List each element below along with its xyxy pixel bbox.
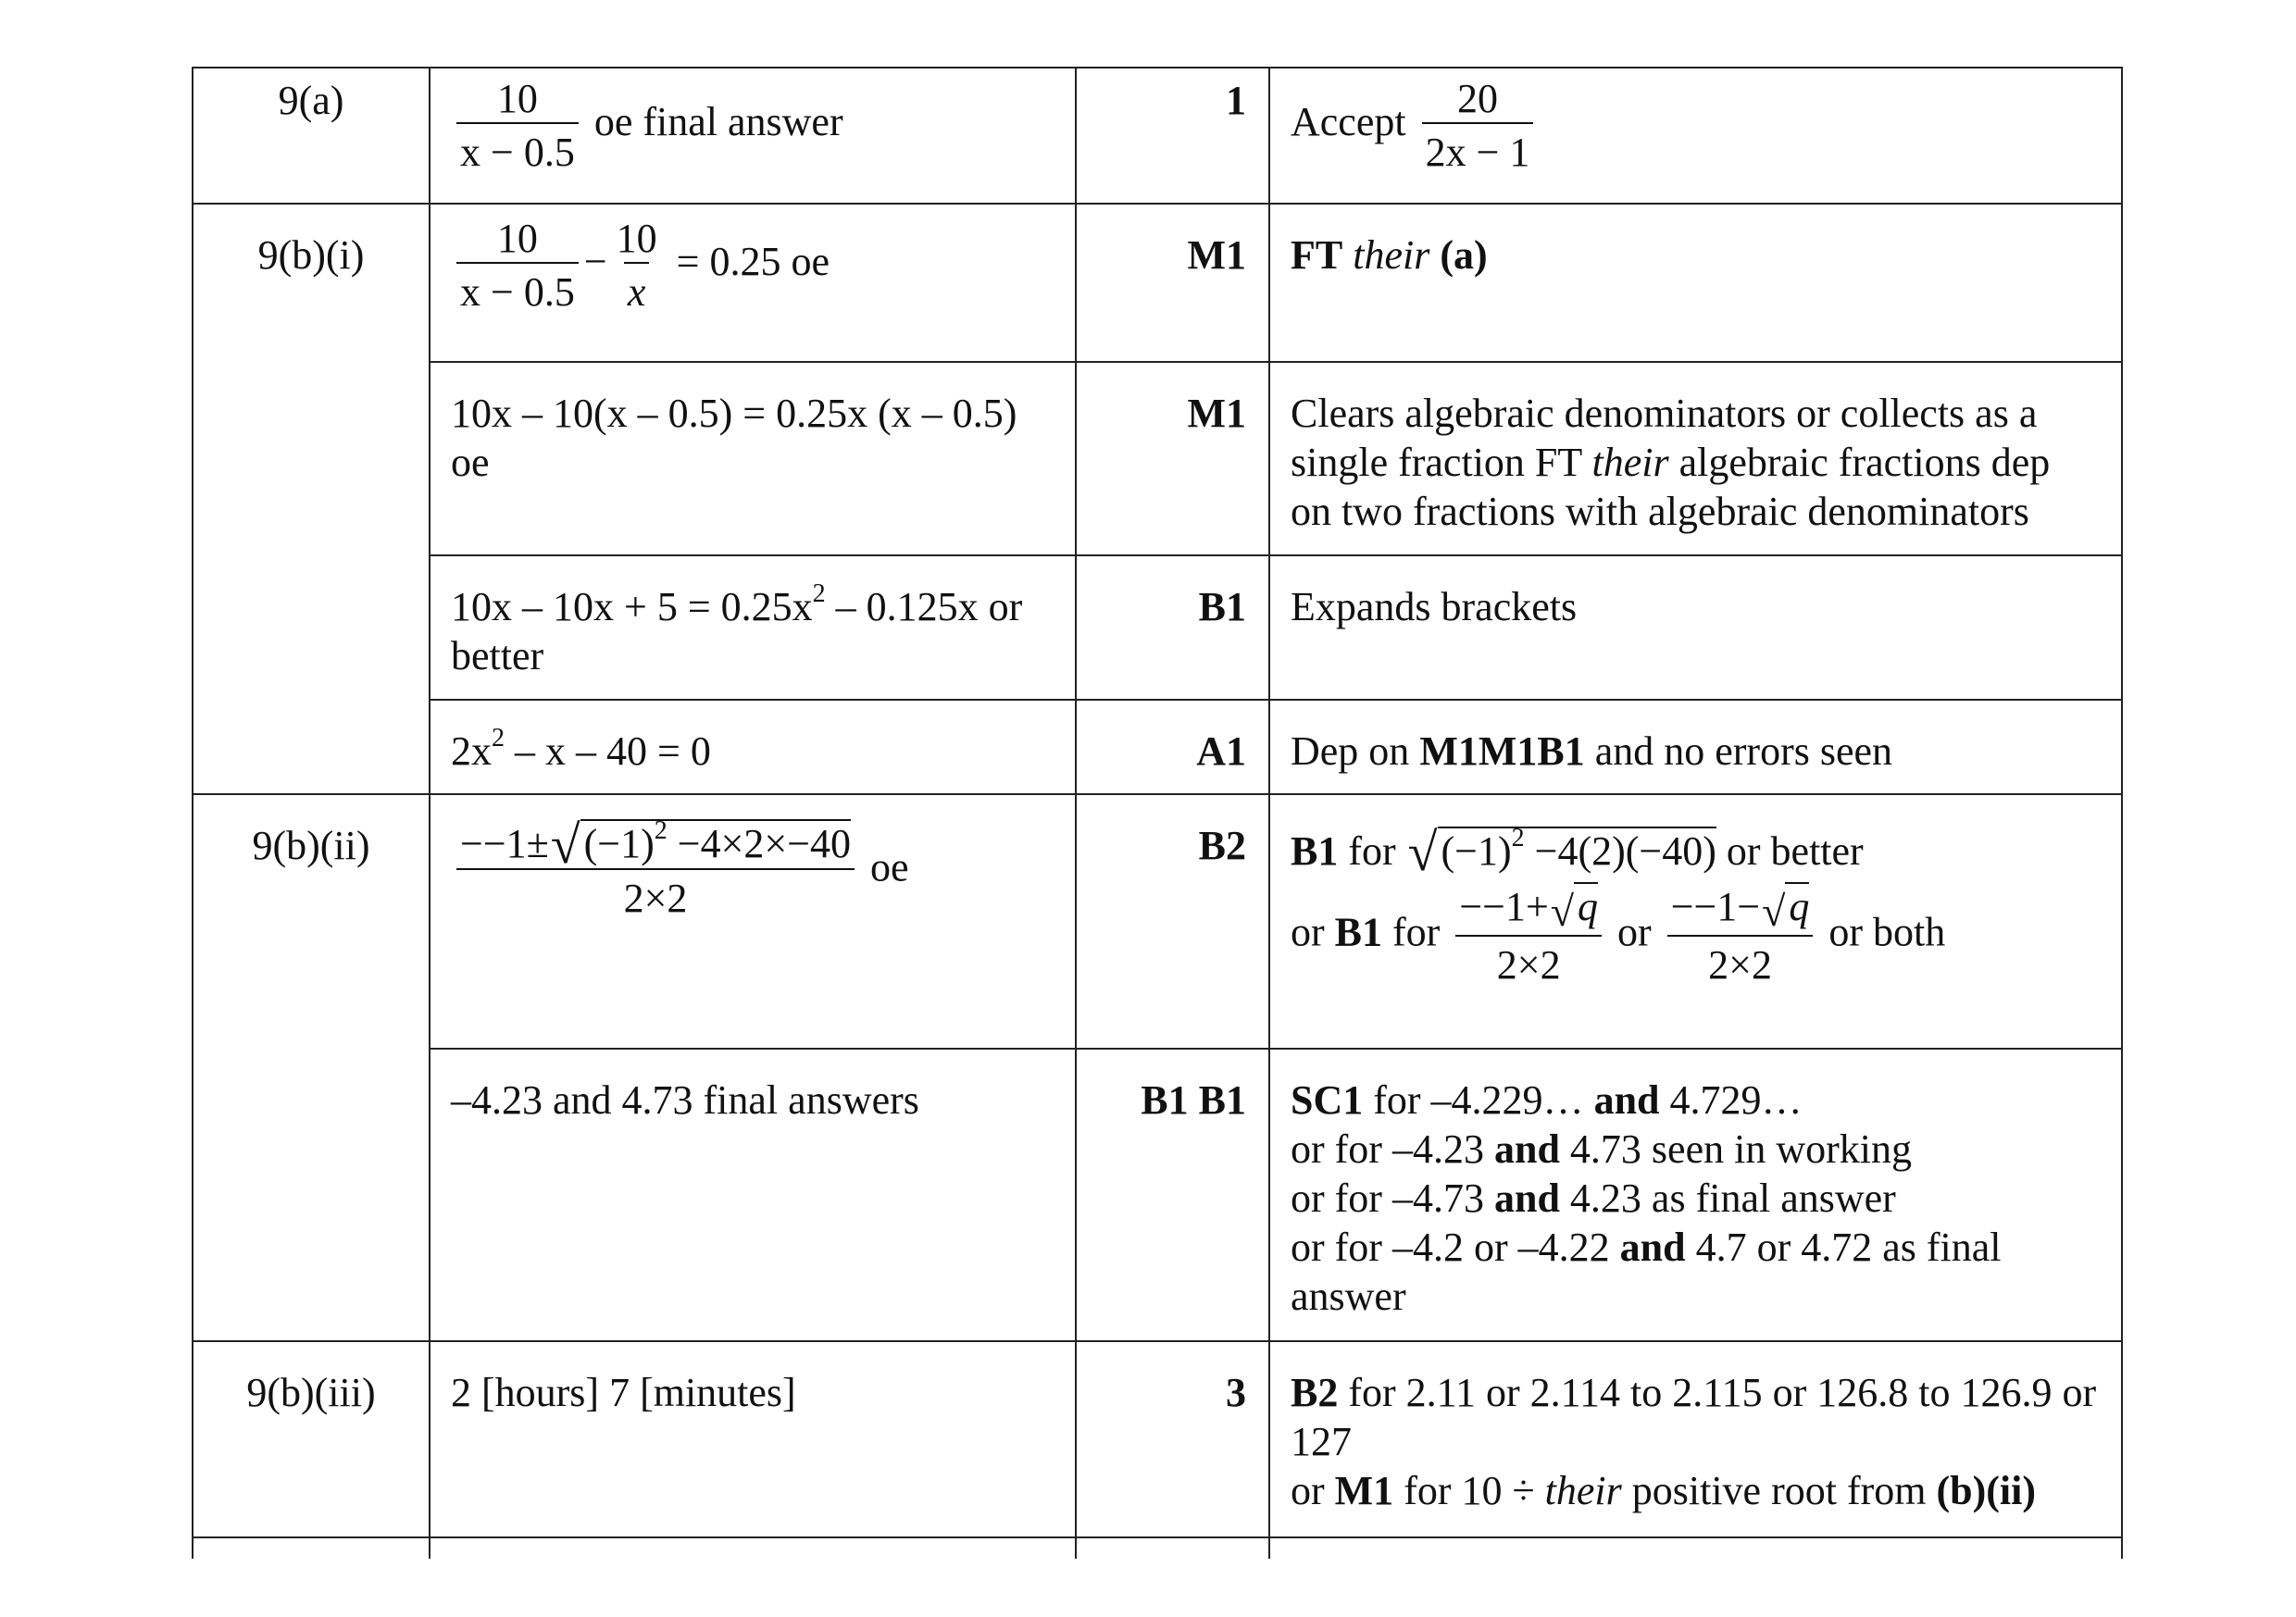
fraction-denominator: 2x − 1	[1422, 122, 1534, 176]
guidance-and: and	[1493, 1175, 1560, 1221]
guidance-ref: (b)(ii)	[1936, 1468, 2037, 1513]
answer-text: 10x – 10x + 5 = 0.25x	[451, 584, 813, 629]
guidance-cell	[1269, 794, 2122, 1049]
minus-sign: −	[583, 239, 607, 285]
answer-cell: –4.23 and 4.73 final answers	[430, 1049, 1076, 1341]
guidance-mark: B2	[1291, 1370, 1339, 1415]
radical-sign: √	[1762, 888, 1786, 935]
guidance-text: or both	[1828, 909, 1946, 955]
answer-cell: 10x – 10(x – 0.5) = 0.25x (x – 0.5) oe	[430, 362, 1076, 555]
empty-cell	[430, 1537, 1076, 1559]
fraction-denominator: 2×2	[1667, 935, 1814, 989]
guidance-their: their	[1544, 1468, 1622, 1513]
fraction	[456, 815, 855, 922]
guidance-text: for	[1392, 909, 1441, 955]
marks-cell: 3	[1076, 1341, 1269, 1537]
fraction	[1667, 884, 1814, 989]
table-row	[193, 1341, 2122, 1537]
guidance-their: their	[1353, 232, 1430, 278]
empty-cell	[1076, 1537, 1269, 1559]
guidance-cell	[1269, 700, 2122, 794]
guidance-cell	[1269, 68, 2122, 204]
empty-cell	[1269, 1537, 2122, 1559]
marks-cell: 1	[1076, 68, 1269, 204]
table-row	[193, 700, 2122, 794]
radicand: q	[1574, 882, 1598, 929]
answer-suffix: = 0.25 oe	[676, 239, 830, 285]
guidance-text: 4.7 or 4.72 as final answer	[1291, 1225, 2002, 1319]
fraction	[1422, 76, 1534, 176]
fraction-denominator: x − 0.5	[456, 262, 579, 316]
fraction-numerator: 10	[616, 216, 657, 261]
radicand-text: (−1)	[1441, 828, 1512, 874]
guidance-ft: FT	[1291, 232, 1343, 278]
guidance-text: algebraic fractions dep on two fractions with algebraic denominators	[1291, 440, 2051, 534]
guidance-text: or for –4.2 or –4.22	[1291, 1225, 1610, 1270]
guidance-text: or	[1291, 1468, 1325, 1513]
marks-cell: M1	[1076, 362, 1269, 555]
fraction	[613, 216, 661, 316]
question-number: 9(b)(iii)	[193, 1341, 430, 1537]
numerator-text: −−1+	[1459, 884, 1549, 929]
guidance-line	[1291, 822, 2101, 882]
guidance-text: for 10 ÷	[1404, 1468, 1535, 1513]
guidance-mark: M1	[1334, 1468, 1394, 1513]
guidance-text: for –4.229…	[1373, 1077, 1584, 1123]
guidance-marks: M1M1B1	[1419, 728, 1585, 774]
guidance-text: or	[1617, 909, 1652, 955]
answer-suffix: oe final answer	[593, 99, 843, 145]
guidance-cell	[1269, 1341, 2122, 1537]
radicand-text: −4(2)(−40)	[1524, 828, 1716, 874]
guidance-ref: (a)	[1440, 232, 1488, 278]
answer-text: – x – 40 = 0	[515, 728, 711, 774]
guidance-cell	[1269, 204, 2122, 362]
guidance-text: for	[1348, 828, 1396, 874]
guidance-line	[1291, 1368, 2101, 1466]
guidance-line	[1291, 1076, 2101, 1125]
guidance-text: 4.73 seen in working	[1569, 1126, 1912, 1172]
marks-cell: B2	[1076, 794, 1269, 1049]
table-row	[193, 362, 2122, 555]
question-number: 9(a)	[193, 68, 430, 204]
fraction-denominator: x − 0.5	[456, 122, 579, 176]
answer-cell	[430, 68, 1076, 204]
guidance-text: Clears algebraic denominators or collects as a single fraction FT	[1291, 391, 2038, 485]
fraction-numerator	[456, 815, 855, 875]
radical-sign: √	[1407, 822, 1438, 882]
numerator-lead: −−1±	[460, 821, 549, 866]
answer-suffix: oe	[870, 844, 909, 890]
exponent: 2	[812, 579, 826, 608]
marks-cell: B1 B1	[1076, 1049, 1269, 1341]
guidance-text: or better	[1726, 828, 1864, 874]
answer-text: – 0.125x or better	[451, 584, 1023, 678]
exponent: 2	[1511, 824, 1525, 852]
guidance-line	[1291, 1174, 2101, 1223]
guidance-text: 4.23 as final answer	[1569, 1175, 1896, 1221]
guidance-text: or for –4.73	[1291, 1175, 1484, 1221]
guidance-text: or	[1291, 909, 1325, 955]
answer-text: 2x	[451, 728, 492, 774]
guidance-text: or for –4.23	[1291, 1126, 1484, 1172]
guidance-text: and no errors seen	[1594, 728, 1893, 774]
fraction-denominator: 2×2	[1455, 935, 1602, 989]
marks-cell: A1	[1076, 700, 1269, 794]
fraction-numerator: 10	[496, 76, 538, 121]
question-number: 9(b)(ii)	[193, 794, 430, 1341]
fraction	[1455, 884, 1602, 989]
table-row-continuation	[193, 1537, 2122, 1559]
guidance-and: and	[1619, 1225, 1686, 1270]
guidance-line	[1291, 1223, 2101, 1321]
fraction	[456, 76, 579, 176]
guidance-cell: Expands brackets	[1269, 555, 2122, 700]
guidance-text: positive root from	[1631, 1468, 1927, 1513]
marks-cell: B1	[1076, 555, 1269, 700]
radical-sign: √	[1550, 888, 1575, 935]
question-number: 9(b)(i)	[193, 204, 430, 794]
answer-cell: 2 [hours] 7 [minutes]	[430, 1341, 1076, 1537]
table-row	[193, 68, 2122, 204]
guidance-mark: SC1	[1291, 1077, 1364, 1123]
answer-cell	[430, 555, 1076, 700]
radicand-text: −4×2×−40	[667, 821, 852, 866]
fraction-numerator	[1455, 884, 1602, 935]
mark-scheme-table	[192, 67, 2123, 1559]
exponent: 2	[492, 724, 505, 753]
guidance-their: their	[1591, 440, 1669, 485]
guidance-mark: B1	[1291, 828, 1339, 874]
table-row	[193, 794, 2122, 1049]
table-row	[193, 555, 2122, 700]
fraction-numerator	[1667, 884, 1814, 935]
guidance-text: 4.729…	[1669, 1077, 1803, 1123]
radicand: q	[1785, 882, 1809, 929]
fraction-denominator: x	[624, 262, 650, 316]
numerator-text: −−1−	[1670, 884, 1761, 929]
radical-sign: √	[550, 815, 580, 875]
guidance-line	[1291, 1466, 2101, 1515]
fraction-numerator: 10	[496, 216, 538, 261]
exponent: 2	[654, 816, 668, 845]
fraction	[456, 216, 579, 316]
radicand	[580, 816, 852, 866]
guidance-and: and	[1593, 1077, 1660, 1123]
empty-cell	[193, 1537, 430, 1559]
fraction-denominator: 2×2	[456, 868, 855, 922]
guidance-mark: B1	[1334, 909, 1383, 955]
guidance-line	[1291, 1125, 2101, 1174]
answer-cell	[430, 794, 1076, 1049]
answer-cell	[430, 700, 1076, 794]
guidance-prefix: Accept	[1291, 99, 1406, 145]
marks-cell: M1	[1076, 204, 1269, 362]
table-row	[193, 204, 2122, 362]
guidance-line	[1291, 884, 2101, 989]
guidance-text: Dep on	[1291, 728, 1410, 774]
answer-cell	[430, 204, 1076, 362]
guidance-text: for 2.11 or 2.114 to 2.115 or 126.8 to 126.9 or 127	[1291, 1370, 2097, 1464]
radicand	[1438, 824, 1716, 874]
fraction-numerator: 20	[1457, 76, 1498, 121]
guidance-cell	[1269, 362, 2122, 555]
guidance-cell	[1269, 1049, 2122, 1341]
table-row	[193, 1049, 2122, 1341]
guidance-and: and	[1493, 1126, 1560, 1172]
radicand-text: (−1)	[583, 821, 655, 866]
